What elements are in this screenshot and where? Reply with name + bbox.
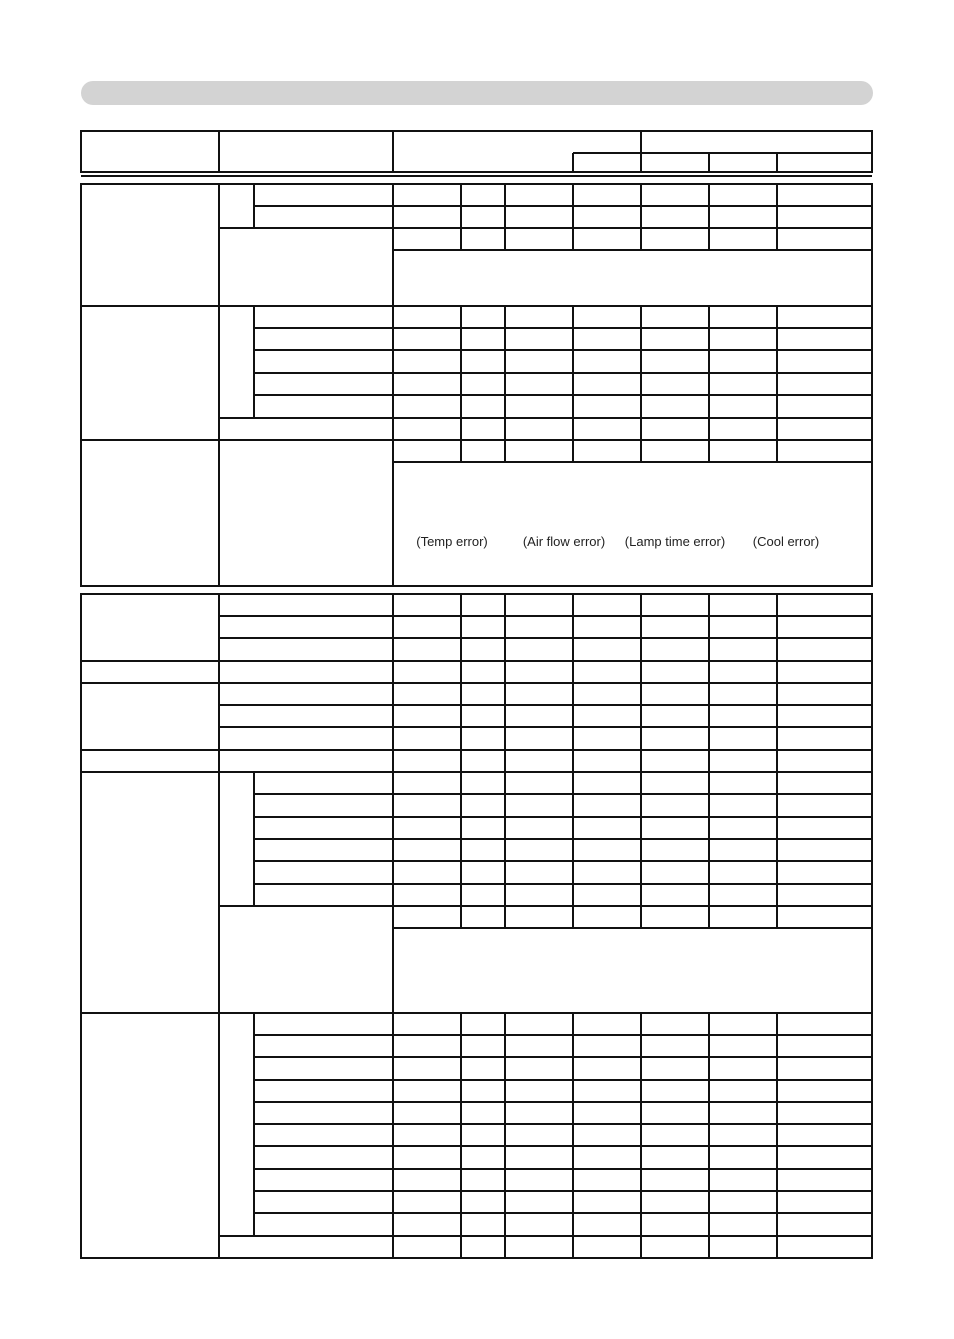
- temp-error-label: (Temp error): [416, 534, 488, 549]
- cool-error-label: (Cool error): [752, 534, 820, 549]
- table-header-frame: [81, 131, 872, 172]
- lamp-time-error-label: (Lamp time error): [624, 534, 726, 549]
- table-one-frame: [81, 184, 872, 586]
- error-status-labels: [416, 534, 819, 549]
- air-flow-error-label: (Air flow error): [522, 534, 606, 549]
- table-two-frame: [81, 594, 872, 1258]
- table-grid-lines: [81, 131, 872, 1258]
